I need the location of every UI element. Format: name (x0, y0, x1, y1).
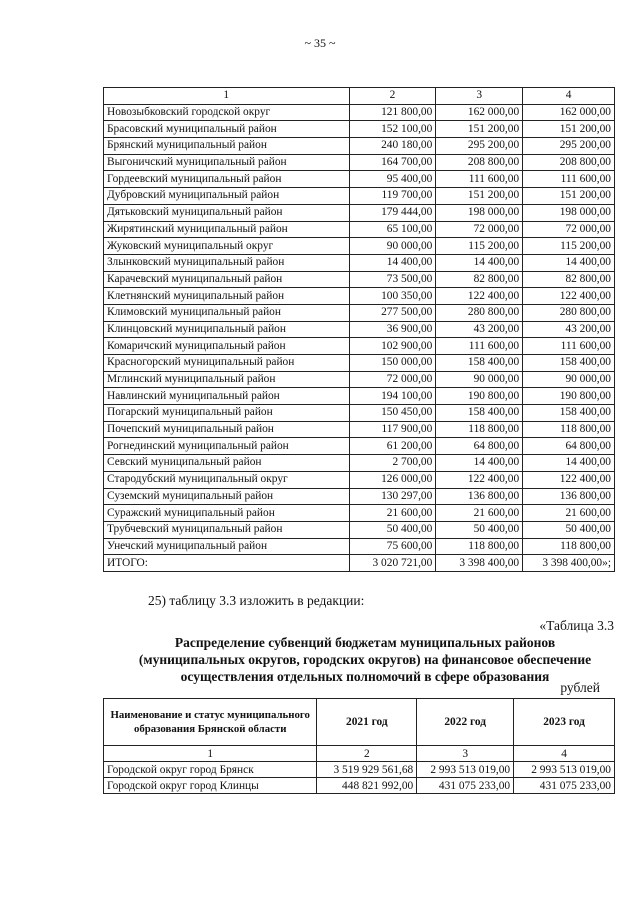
column-number: 2 (317, 746, 417, 762)
amount-cell: 122 400,00 (436, 471, 523, 488)
amount-cell: 194 100,00 (349, 388, 436, 405)
title-line: (муниципальных округов, городских округов) на финансовое обеспечение (138, 652, 592, 667)
table-row (104, 121, 615, 138)
amount-cell: 43 200,00 (436, 321, 523, 338)
amount-cell: 164 700,00 (349, 154, 436, 171)
municipality-name-cell: Погарский муниципальный район (104, 405, 350, 422)
amount-cell: 208 800,00 (436, 154, 523, 171)
municipality-name-cell: Карачевский муниципальный район (104, 271, 350, 288)
column-number: 1 (104, 88, 350, 105)
amount-cell: 50 400,00 (349, 521, 436, 538)
amount-cell: 190 800,00 (436, 388, 523, 405)
table-row (104, 321, 615, 338)
amount-cell: 162 000,00 (436, 104, 523, 121)
amount-cell: 111 600,00 (523, 338, 615, 355)
table-row (104, 538, 615, 555)
column-number-row (104, 88, 615, 105)
municipality-name-cell: Жуковский муниципальный округ (104, 238, 350, 255)
amount-cell: 119 700,00 (349, 188, 436, 205)
amount-cell: 121 800,00 (349, 104, 436, 121)
table-row (104, 455, 615, 472)
amount-cell: 50 400,00 (436, 521, 523, 538)
amount-cell: 2 993 513 019,00 (514, 762, 615, 778)
table-row (104, 304, 615, 321)
amount-cell: 21 600,00 (523, 505, 615, 522)
amount-cell: 14 400,00 (523, 455, 615, 472)
amount-cell: 64 800,00 (523, 438, 615, 455)
table-row (104, 104, 615, 121)
amount-cell: 152 100,00 (349, 121, 436, 138)
table-row (104, 778, 615, 794)
amount-cell: 3 398 400,00»; (523, 555, 615, 572)
column-number: 3 (417, 746, 514, 762)
amount-cell: 72 000,00 (436, 221, 523, 238)
table-row (104, 762, 615, 778)
table-row (104, 471, 615, 488)
municipality-name-cell: Городской округ город Брянск (104, 762, 317, 778)
amount-cell: 190 800,00 (523, 388, 615, 405)
table-row (104, 421, 615, 438)
amount-cell: 111 600,00 (436, 171, 523, 188)
municipality-name-cell: Клинцовский муниципальный район (104, 321, 350, 338)
municipality-name-cell: Почепский муниципальный район (104, 421, 350, 438)
amount-cell: 118 800,00 (523, 421, 615, 438)
table-title (100, 634, 630, 685)
amount-cell: 14 400,00 (523, 254, 615, 271)
municipality-name-cell: Злынковский муниципальный район (104, 254, 350, 271)
title-line: Распределение субвенций бюджетам муниципальных районов (174, 635, 556, 650)
amount-cell: 208 800,00 (523, 154, 615, 171)
column-number-row (104, 746, 615, 762)
amount-cell: 36 900,00 (349, 321, 436, 338)
table-row (104, 388, 615, 405)
amount-cell: 130 297,00 (349, 488, 436, 505)
table-row (104, 488, 615, 505)
municipality-name-cell: Рогнединский муниципальный район (104, 438, 350, 455)
amount-cell: 158 400,00 (523, 355, 615, 372)
amount-cell: 3 519 929 561,68 (317, 762, 417, 778)
table-row (104, 238, 615, 255)
amount-cell: 150 450,00 (349, 405, 436, 422)
table-row (104, 505, 615, 522)
amount-cell: 122 400,00 (523, 471, 615, 488)
municipality-name-cell: Брянский муниципальный район (104, 138, 350, 155)
amount-cell: 151 200,00 (523, 188, 615, 205)
amount-cell: 90 000,00 (349, 238, 436, 255)
table-row (104, 154, 615, 171)
amount-cell: 277 500,00 (349, 304, 436, 321)
municipality-name-cell: Жирятинский муниципальный район (104, 221, 350, 238)
amount-cell: 2 993 513 019,00 (417, 762, 514, 778)
amount-cell: 126 000,00 (349, 471, 436, 488)
column-header-2023: 2023 год (514, 699, 615, 746)
municipality-name-cell: Брасовский муниципальный район (104, 121, 350, 138)
amount-cell: 72 000,00 (523, 221, 615, 238)
column-header-name: Наименование и статус муниципального образования Брянской области (104, 699, 317, 746)
municipality-name-cell: Унечский муниципальный район (104, 538, 350, 555)
amount-cell: 14 400,00 (436, 254, 523, 271)
amount-cell: 3 398 400,00 (436, 555, 523, 572)
amount-cell: 158 400,00 (436, 355, 523, 372)
table-label: «Таблица 3.3 (539, 618, 614, 633)
amount-cell: 75 600,00 (349, 538, 436, 555)
amount-cell: 295 200,00 (523, 138, 615, 155)
amount-cell: 21 600,00 (349, 505, 436, 522)
amount-cell: 179 444,00 (349, 204, 436, 221)
amount-cell: 65 100,00 (349, 221, 436, 238)
municipality-name-cell: Суражский муниципальный район (104, 505, 350, 522)
column-number: 4 (523, 88, 615, 105)
municipality-name-cell: Дятьковский муниципальный район (104, 204, 350, 221)
municipality-name-cell: Городской округ город Клинцы (104, 778, 317, 794)
amount-cell: 21 600,00 (436, 505, 523, 522)
amount-cell: 73 500,00 (349, 271, 436, 288)
amount-cell: 122 400,00 (523, 288, 615, 305)
amount-cell: 448 821 992,00 (317, 778, 417, 794)
table-row (104, 288, 615, 305)
amount-cell: 162 000,00 (523, 104, 615, 121)
amount-cell: 158 400,00 (523, 405, 615, 422)
amount-cell: 14 400,00 (349, 254, 436, 271)
municipality-name-cell: Климовский муниципальный район (104, 304, 350, 321)
table-row (104, 204, 615, 221)
amount-cell: 198 000,00 (523, 204, 615, 221)
amendment-item-25: 25) таблицу 3.3 изложить в редакции: (148, 593, 365, 608)
amount-cell: 90 000,00 (523, 371, 615, 388)
amount-cell: 72 000,00 (349, 371, 436, 388)
municipality-name-cell: Трубчевский муниципальный район (104, 521, 350, 538)
amount-cell: 118 800,00 (436, 538, 523, 555)
municipality-name-cell: Красногорский муниципальный район (104, 355, 350, 372)
amount-cell: 90 000,00 (436, 371, 523, 388)
amount-cell: 151 200,00 (436, 121, 523, 138)
amount-cell: 431 075 233,00 (417, 778, 514, 794)
municipality-name-cell: Стародубский муниципальный округ (104, 471, 350, 488)
amount-cell: 151 200,00 (436, 188, 523, 205)
header-row (104, 699, 615, 746)
amount-cell: 111 600,00 (523, 171, 615, 188)
municipality-name-cell: Выгоничский муниципальный район (104, 154, 350, 171)
column-number: 2 (349, 88, 436, 105)
amount-cell: 118 800,00 (436, 421, 523, 438)
column-header-2021: 2021 год (317, 699, 417, 746)
amount-cell: 43 200,00 (523, 321, 615, 338)
municipality-name-cell: Новозыбковский городской округ (104, 104, 350, 121)
amount-cell: 118 800,00 (523, 538, 615, 555)
table-row (104, 271, 615, 288)
amount-cell: 198 000,00 (436, 204, 523, 221)
amount-cell: 82 800,00 (523, 271, 615, 288)
amount-cell: 102 900,00 (349, 338, 436, 355)
column-number: 4 (514, 746, 615, 762)
amount-cell: 151 200,00 (523, 121, 615, 138)
column-number: 3 (436, 88, 523, 105)
amount-cell: 150 000,00 (349, 355, 436, 372)
amount-cell: 117 900,00 (349, 421, 436, 438)
amount-cell: 2 700,00 (349, 455, 436, 472)
amount-cell: 431 075 233,00 (514, 778, 615, 794)
title-line: осуществления отдельных полномочий в сфере образования (180, 669, 550, 684)
municipality-name-cell: Гордеевский муниципальный район (104, 171, 350, 188)
amount-cell: 280 800,00 (436, 304, 523, 321)
amount-cell: 136 800,00 (523, 488, 615, 505)
amount-cell: 158 400,00 (436, 405, 523, 422)
table-row (104, 138, 615, 155)
subsidy-table-continued (103, 87, 615, 572)
amount-cell: 64 800,00 (436, 438, 523, 455)
amount-cell: 115 200,00 (523, 238, 615, 255)
amount-cell: 115 200,00 (436, 238, 523, 255)
amount-cell: 82 800,00 (436, 271, 523, 288)
table-row (104, 438, 615, 455)
amount-cell: 295 200,00 (436, 138, 523, 155)
amount-cell: 240 180,00 (349, 138, 436, 155)
municipality-name-cell: Дубровский муниципальный район (104, 188, 350, 205)
amount-cell: 111 600,00 (436, 338, 523, 355)
table-row (104, 355, 615, 372)
amount-cell: 122 400,00 (436, 288, 523, 305)
amount-cell: 50 400,00 (523, 521, 615, 538)
amount-cell: 95 400,00 (349, 171, 436, 188)
table-row (104, 254, 615, 271)
municipality-name-cell: Навлинский муниципальный район (104, 388, 350, 405)
municipality-name-cell: Севский муниципальный район (104, 455, 350, 472)
municipality-name-cell: ИТОГО: (104, 555, 350, 572)
amount-cell: 280 800,00 (523, 304, 615, 321)
column-number: 1 (104, 746, 317, 762)
page-number: ~ 35 ~ (304, 36, 336, 50)
table-row (104, 521, 615, 538)
table-row (104, 338, 615, 355)
municipality-name-cell: Комаричский муниципальный район (104, 338, 350, 355)
table-row (104, 221, 615, 238)
table-row (104, 371, 615, 388)
table-row (104, 188, 615, 205)
table-row (104, 555, 615, 572)
table-row (104, 171, 615, 188)
education-subsidy-table (103, 698, 615, 794)
amount-cell: 3 020 721,00 (349, 555, 436, 572)
municipality-name-cell: Мглинский муниципальный район (104, 371, 350, 388)
units-label: рублей (560, 680, 600, 695)
municipality-name-cell: Суземский муниципальный район (104, 488, 350, 505)
amount-cell: 136 800,00 (436, 488, 523, 505)
column-header-2022: 2022 год (417, 699, 514, 746)
amount-cell: 61 200,00 (349, 438, 436, 455)
municipality-name-cell: Клетнянский муниципальный район (104, 288, 350, 305)
amount-cell: 14 400,00 (436, 455, 523, 472)
table-row (104, 405, 615, 422)
amount-cell: 100 350,00 (349, 288, 436, 305)
